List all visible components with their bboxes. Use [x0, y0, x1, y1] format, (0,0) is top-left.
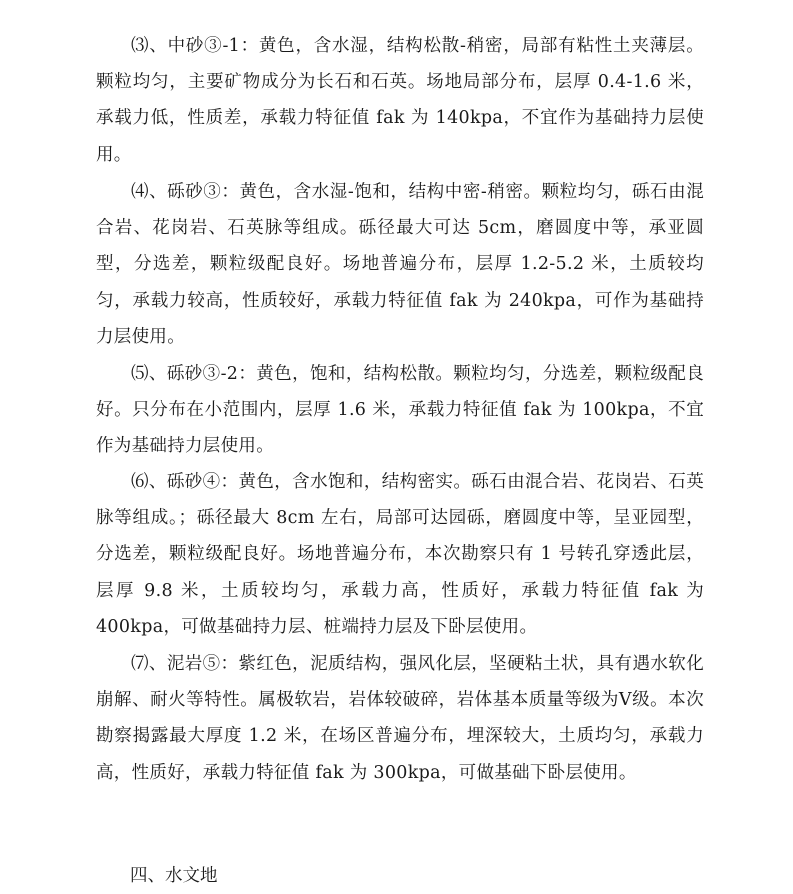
paragraph-gravel-sand-dense: ⑹、砾砂④：黄色，含水饱和，结构密实。砾石由混合岩、花岗岩、石英脉等组成。；砾径最大 8cm 左右，局部可达园砾，磨圆度中等，呈亚园型，分选差，颗粒级配良好。场地普遍分布，本次勘察只有 1 号转孔穿透此层，层厚 9.8 米，土质较均匀，承载力高，性质好，承载力特征值 fak 为 400kpa，可做基础持力层、桩端持力层及下卧层使用。: [96, 472, 704, 637]
paragraph-gravel-sand: ⑷、砾砂③：黄色，含水湿-饱和，结构中密-稍密。颗粒均匀，砾石由混合岩、花岗岩、石英脉等组成。砾径最大可达 5cm，磨圆度中等，承亚圆型，分选差，颗粒级配良好。场地普遍分布，层厚 1.2-5.2 米，土质较均匀，承载力较高，性质较好，承载力特征值 fak 为 240kpa，可作为基础持力层使用。: [96, 182, 704, 347]
paragraph-medium-sand: ⑶、中砂③-1：黄色，含水湿，结构松散-稍密，局部有粘性土夹薄层。颗粒均匀，主要矿物成分为长石和石英。场地局部分布，层厚 0.4-1.6 米，承载力低，性质差，承载力特征值 fak 为 140kpa，不宜作为基础持力层使用。: [96, 36, 704, 165]
paragraph-gravel-sand-loose: ⑸、砾砂③-2：黄色，饱和，结构松散。颗粒均匀，分选差，颗粒级配良好。只分布在小范围内，层厚 1.6 米，承载力特征值 fak 为 100kpa，不宜作为基础持力层使用。: [96, 364, 704, 457]
section-heading-partial: 四、水文地: [130, 866, 218, 886]
paragraph-mudstone: ⑺、泥岩⑤：紫红色，泥质结构，强风化层，坚硬粘土状，具有遇水软化崩解、耐火等特性。属极软岩，岩体较破碎，岩体基本质量等级为Ⅴ级。本次勘察揭露最大厚度 1.2 米，在场区普遍分布，埋深较大，土质均匀，承载力高，性质好，承载力特征值 fak 为 300kpa，可做基础下卧层使用。: [96, 654, 704, 783]
